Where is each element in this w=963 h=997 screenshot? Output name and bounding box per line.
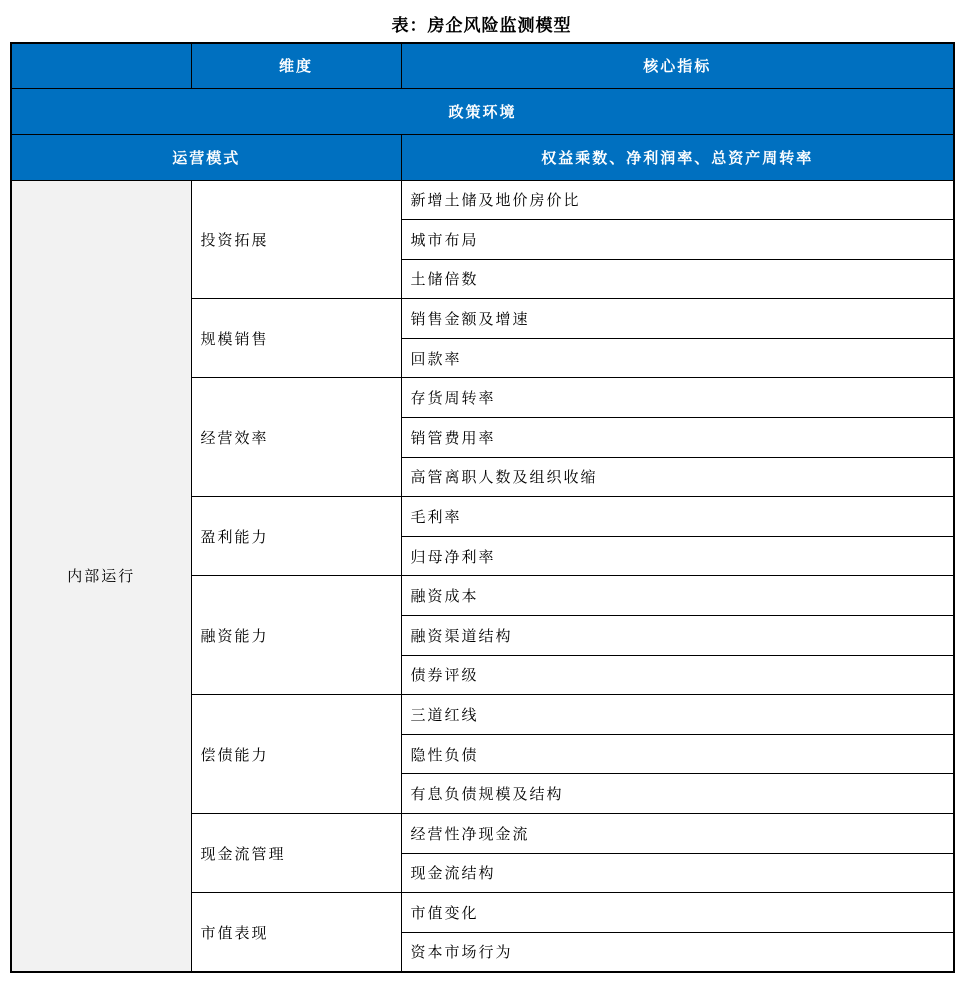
indicator-cell: 归母净利率	[401, 536, 954, 576]
header-dimension-cell: 维度	[191, 43, 401, 88]
indicator-cell: 销管费用率	[401, 418, 954, 458]
header-empty-cell	[11, 43, 191, 88]
dimension-cell: 投资拓展	[191, 180, 401, 299]
dimension-cell: 规模销售	[191, 299, 401, 378]
indicator-cell: 资本市场行为	[401, 932, 954, 972]
indicator-cell: 融资成本	[401, 576, 954, 616]
table-title: 表：房企风险监测模型	[391, 16, 572, 36]
risk-monitor-table	[10, 42, 955, 973]
header-core-indicator-cell: 核心指标	[401, 43, 954, 88]
dimension-cell: 经营效率	[191, 378, 401, 497]
header-row	[11, 43, 954, 88]
dimension-cell: 偿债能力	[191, 695, 401, 814]
indicator-cell: 新增土储及地价房价比	[401, 180, 954, 220]
indicator-cell: 融资渠道结构	[401, 616, 954, 656]
indicator-cell: 回款率	[401, 338, 954, 378]
indicator-cell: 市值变化	[401, 893, 954, 933]
table-row	[11, 180, 954, 220]
internal-operation-cell: 内部运行	[11, 180, 191, 972]
dimension-cell: 现金流管理	[191, 814, 401, 893]
indicator-cell: 经营性净现金流	[401, 814, 954, 854]
dimension-cell: 盈利能力	[191, 497, 401, 576]
operation-mode-indicators-cell: 权益乘数、净利润率、总资产周转率	[401, 134, 954, 180]
dimension-cell: 融资能力	[191, 576, 401, 695]
indicator-cell: 土储倍数	[401, 259, 954, 299]
indicator-cell: 有息负债规模及结构	[401, 774, 954, 814]
operation-mode-row	[11, 134, 954, 180]
policy-environment-row	[11, 88, 954, 134]
indicator-cell: 存货周转率	[401, 378, 954, 418]
indicator-cell: 城市布局	[401, 220, 954, 260]
indicator-cell: 债券评级	[401, 655, 954, 695]
policy-environment-cell: 政策环境	[11, 88, 954, 134]
indicator-cell: 高管离职人数及组织收缩	[401, 457, 954, 497]
indicator-cell: 现金流结构	[401, 853, 954, 893]
indicator-cell: 毛利率	[401, 497, 954, 537]
indicator-cell: 隐性负债	[401, 734, 954, 774]
indicator-cell: 销售金额及增速	[401, 299, 954, 339]
indicator-cell: 三道红线	[401, 695, 954, 735]
dimension-cell: 市值表现	[191, 893, 401, 972]
operation-mode-cell: 运营模式	[11, 134, 401, 180]
